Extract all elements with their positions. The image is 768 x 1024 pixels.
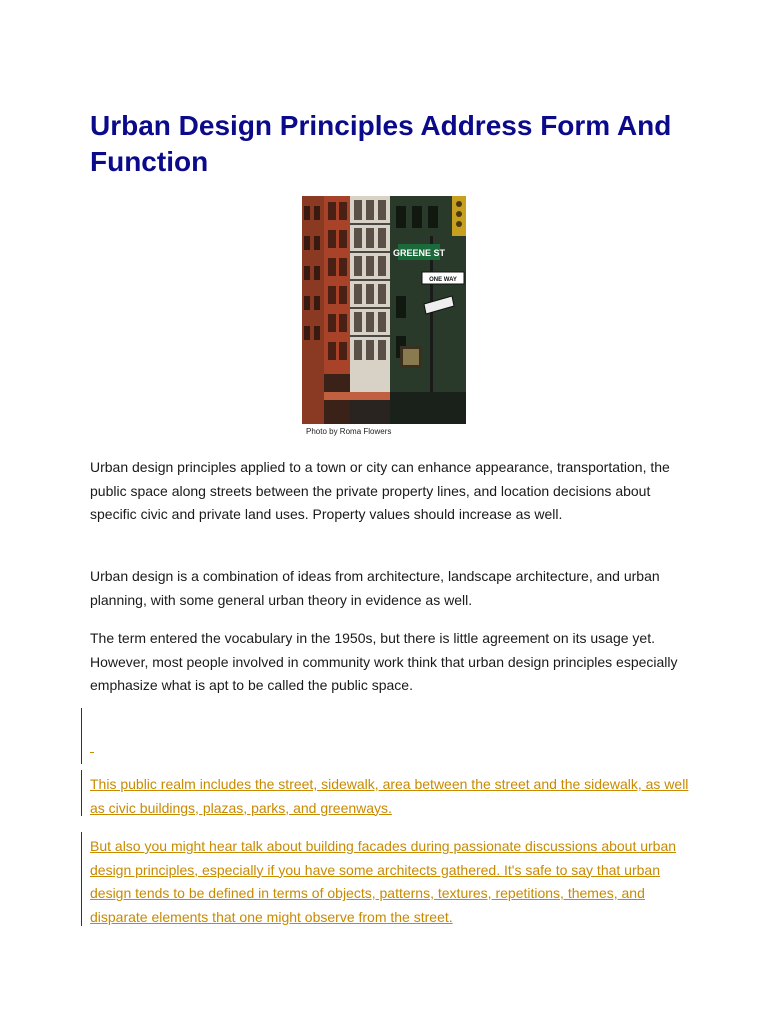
street-sign-label: GREENE ST <box>392 248 446 258</box>
public-realm-link[interactable]: This public realm includes the street, sidewalk, area between the street and the sidewalk, as well as civic buildings, plazas, parks, and greenways. <box>90 776 689 816</box>
linked-paragraph <box>90 835 690 929</box>
body-paragraph: The term entered the vocabulary in the 1950s, but there is little agreement on its usage yet. However, most people involved in community work think that urban design principles especially emphasize what is apt to be called the public space. <box>90 630 678 693</box>
blockquote-bar <box>81 770 82 816</box>
blockquote-bar <box>81 708 82 764</box>
body-paragraph: Urban design is a combination of ideas from architecture, landscape architecture, and urban planning, with some general urban theory in evidence as well. <box>90 568 660 608</box>
building-facades-link[interactable]: But also you might hear talk about building facades during passionate discussions about urban design principles, especially if you have some architects gathered. It's safe to say that urban design tends to be defined in terms of objects, patterns, textures, repetitions, themes, and disparate elements that one might observe from the street. <box>90 838 677 925</box>
one-way-sign-label: ONE WAY <box>429 277 457 283</box>
page-title: Urban Design Principles Address Form And Function <box>90 110 672 177</box>
blockquote-bar <box>81 832 82 926</box>
photo-caption: Photo by Roma Flowers <box>306 427 392 436</box>
street-photo <box>302 196 466 424</box>
body-paragraph: Urban design principles applied to a town or city can enhance appearance, transportation, the public space along streets between the private property lines, and location decisions about specific civic and private land uses. Property values should increase as well. <box>90 459 670 522</box>
link-dash <box>90 752 94 753</box>
linked-paragraph <box>90 773 690 820</box>
street-photo-image <box>302 196 466 424</box>
